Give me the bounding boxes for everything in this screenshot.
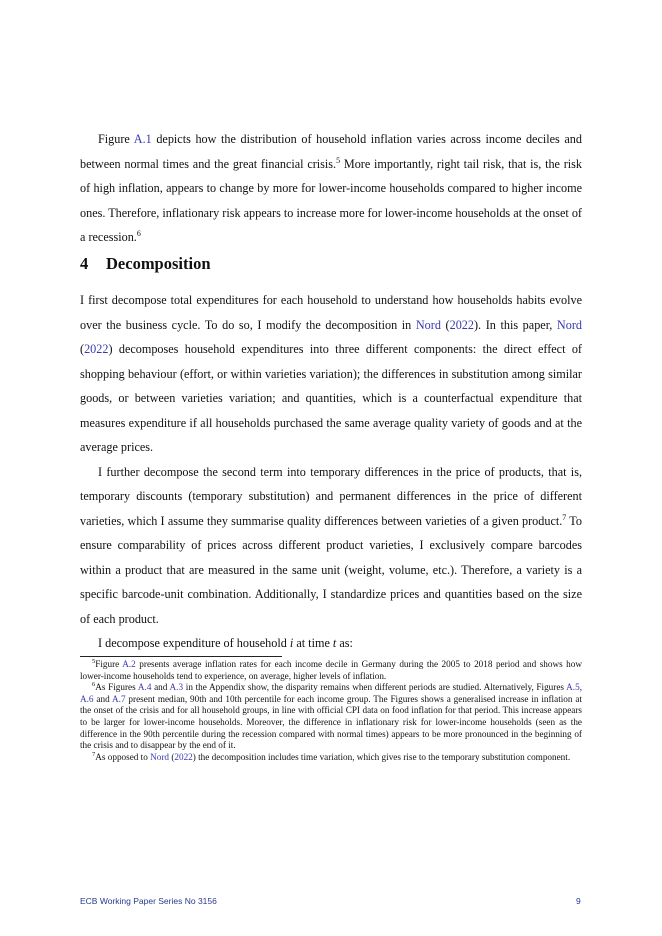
section-title bbox=[80, 254, 582, 274]
text-run: ( bbox=[440, 317, 450, 332]
page-number: 9 bbox=[576, 896, 581, 906]
reference-link[interactable]: Nord bbox=[556, 317, 582, 332]
section-number: 4 bbox=[80, 254, 89, 273]
text-run: depicts how the distribution of household inflation varies across income deciles and between normal times and the great financial crisis. bbox=[80, 132, 582, 171]
text-run: ( bbox=[80, 342, 85, 356]
paragraph-decompose-intro bbox=[80, 288, 582, 460]
text-run: as: bbox=[336, 636, 353, 650]
text-run: I further decompose the second term into temporary differences in the price of products, that is, temporary discounts (temporary substitution) and permanent differences in the price of different varieties, which I assume they summarise quality differences between varieties of a given product. bbox=[80, 464, 582, 528]
text-run: presents average inflation rates for each income decile in Germany during the 2005 to 2018 period and shows how lower-income households tend to experience, on average, higher levels of inflation. bbox=[80, 659, 583, 681]
text-run: I decompose expenditure of household bbox=[98, 636, 290, 650]
text-run: ( bbox=[169, 751, 175, 762]
reference-link[interactable]: A.3 bbox=[169, 682, 184, 693]
footnote-rule bbox=[80, 656, 282, 657]
text-run: ) decomposes household expenditures into three different components: the direct effect of shopping behaviour (effort, or within varieties variation); the differences in substitution among similar goods, or between varieties variation; and quantities, which is a counterfactual expenditure that measures expenditure if all households purchased the same average quality variety of goods and at the average prices. bbox=[80, 342, 582, 454]
text-run: and bbox=[151, 682, 170, 693]
reference-link[interactable]: A.2 bbox=[122, 659, 136, 669]
section-title-text: Decomposition bbox=[106, 254, 211, 273]
footnote-6 bbox=[80, 682, 582, 752]
footnote-7 bbox=[80, 752, 582, 764]
reference-link[interactable]: Nord bbox=[415, 317, 441, 332]
reference-link[interactable]: A.7 bbox=[112, 693, 126, 704]
footer-series: ECB Working Paper Series No 3156 bbox=[80, 896, 217, 906]
text-run: and bbox=[93, 693, 113, 704]
text-run: in the Appendix show, the disparity remains when different periods are studied. Alternatively, Figures bbox=[183, 682, 567, 693]
footnote-5 bbox=[80, 659, 582, 682]
body-section-decomposition bbox=[80, 288, 582, 656]
reference-link[interactable]: A.6 bbox=[80, 693, 94, 704]
footnote-marker: 7 bbox=[92, 750, 96, 758]
text-run: t bbox=[332, 636, 337, 650]
paragraph-further-decompose bbox=[80, 460, 582, 632]
reference-link[interactable]: A.4 bbox=[137, 682, 152, 693]
text-run: Figure bbox=[95, 659, 123, 669]
text-run: present median, 90th and 10th percentile for each income group. The Figures shows a generalised increase in inflation at the onset of the crisis and for all household groups, in line with official CPI data on food inflation for that period. This increase appears to be larger for lower-income households. Moreover, the difference in inflationary risk for lower-income households (seen as the difference in the 90th percentile during the recession compared with normal times) appears to be more pronounced in the beginning of the crisis and to disappear by the end of it. bbox=[80, 693, 582, 751]
footnote-marker: 7 bbox=[562, 512, 567, 522]
reference-link[interactable]: Nord bbox=[150, 751, 170, 762]
text-run: , bbox=[579, 682, 582, 693]
text-run: i bbox=[289, 636, 294, 650]
paragraph-decompose-expenditure bbox=[80, 631, 582, 656]
text-run: I first decompose total expenditures for each household to understand how households habits evolve over the business cycle. To do so, I modify the decomposition in bbox=[80, 293, 582, 332]
reference-link[interactable]: 2022 bbox=[174, 751, 193, 762]
footnote-marker: 6 bbox=[136, 229, 141, 238]
text-run: Figure bbox=[98, 132, 134, 146]
text-run: As opposed to bbox=[95, 751, 151, 762]
text-run: ) the decomposition includes time variation, which gives rise to the temporary substitution component. bbox=[192, 751, 571, 762]
text-run: ). In this paper, bbox=[473, 317, 557, 332]
text-run: More importantly, right tail risk, that is, the risk of high inflation, appears to change by more for lower-income households compared to higher income ones. Therefore, inflationary risk appears to increase more for lower-income households at the onset of a recession. bbox=[80, 156, 583, 244]
footnote-marker: 6 bbox=[92, 681, 96, 689]
reference-link[interactable]: 2022 bbox=[449, 317, 474, 332]
text-run: To ensure comparability of prices across different product varieties, I exclusively compare barcodes within a product that are measured in the same unit (weight, volume, etc.). Therefore, a variety is a specific barcode-unit combination. Additionally, I standardize prices and quantities based on the size of each product. bbox=[80, 513, 582, 626]
section-heading bbox=[80, 254, 582, 274]
paragraph-figure-a1 bbox=[80, 127, 582, 250]
text-run: As Figures bbox=[95, 682, 138, 693]
reference-link[interactable]: A.5 bbox=[566, 682, 580, 693]
text-run: at time bbox=[293, 636, 333, 650]
body-section-intro bbox=[80, 127, 582, 250]
reference-link[interactable]: A.1 bbox=[133, 132, 152, 146]
footnotes bbox=[80, 659, 582, 763]
footnote-marker: 5 bbox=[92, 658, 96, 665]
footnote-marker: 5 bbox=[336, 155, 341, 165]
reference-link[interactable]: 2022 bbox=[84, 342, 109, 356]
